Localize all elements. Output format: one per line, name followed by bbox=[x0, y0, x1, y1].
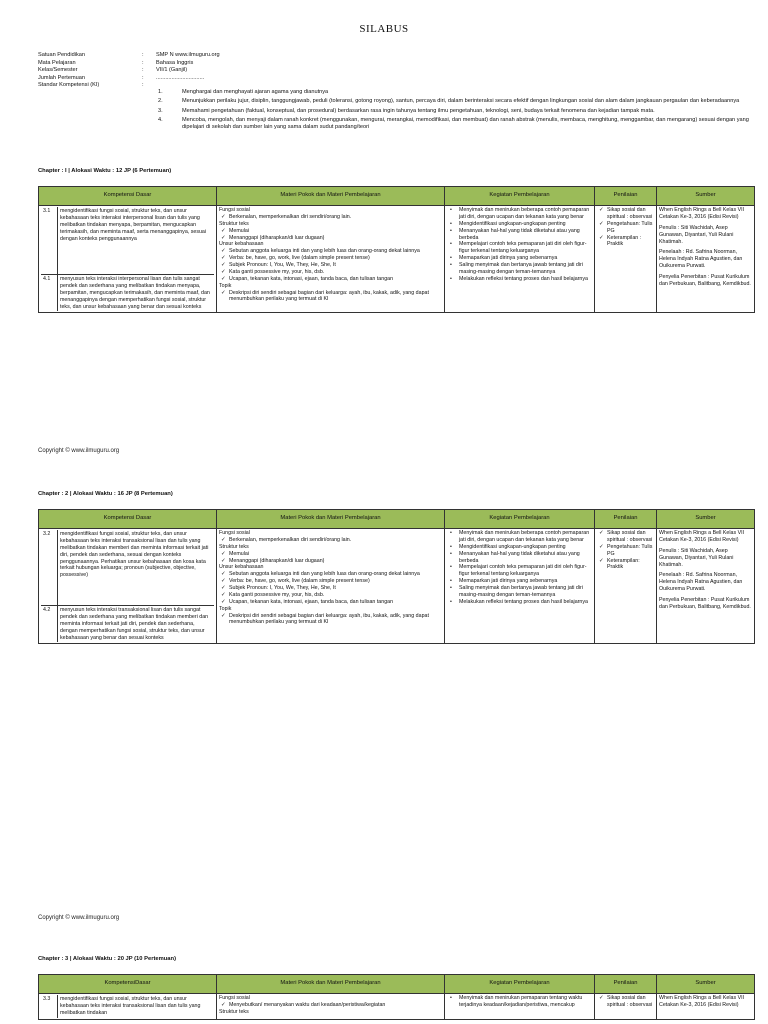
kd-item: 3.3 mengidentifikasi fungsi sosial, struktur teks, dan unsur kebahasaan teks interaksi transaksional lisan dan tulis yang melibatkan tindakan bbox=[43, 996, 201, 1016]
header-materi: Materi Pokok dan Materi Pembelajaran bbox=[217, 975, 445, 994]
header-kd: Kompetensi Dasar bbox=[39, 510, 217, 529]
header-sumber: Sumber bbox=[657, 510, 755, 529]
sumber-cell: When English Rings a Bell Kelas VII Cetakan Ke-3, 2016 (Edisi Revisi) Penulis : Siti Wachidah, Asep Gunawan, Diyantari, Yuli Rulani Khatimah. Penelaah : Rd. Safrina Noorman, Helena Indyah Ratna Agustien, dan Ouikurema Purwati. Penyelia Penerbitan : Pusat Kurikulum dan Perbukuan, Balitbang, Kemdikbud. bbox=[657, 529, 755, 644]
header-materi: Materi Pokok dan Materi Pembelajaran bbox=[217, 187, 445, 206]
header-kegiatan: Kegiatan Pembelajaran bbox=[445, 510, 595, 529]
identity-row: Satuan Pendidikan : SMP N www.ilmuguru.org bbox=[38, 52, 738, 60]
identity-key: Kelas/Semester bbox=[38, 67, 78, 74]
identity-value: VII/1 (Ganjil) bbox=[156, 67, 188, 74]
kegiatan-cell: • Menyimak dan menirukan beberapa contoh pemaparan jati diri, dengan ucapan dan tekanan kata yang benar • Mengidentifikasi ungkapan-ungkapan penting • Menanyakan hal-hal yang tidak diketahui atau yang berbeda • Mempelajari contoh teks pemaparan jati diri oleh figur-figur terkenal tentang keluarganya • Memaparkan jati dirinya yang sebenarnya • Saling menyimak dan bertanya jawab tentang jati diri masing-masing dengan teman-temannya • Melakukan refleksi tentang proses dan hasil belajarnya bbox=[445, 206, 595, 313]
identity-value: ............................... bbox=[156, 74, 205, 81]
header-penilaian: Penilaian bbox=[595, 975, 657, 994]
identity-value: SMP N www.ilmuguru.org bbox=[156, 52, 220, 58]
identity-row: Kelas/Semester : VII/1 (Ganjil) bbox=[38, 67, 738, 75]
penilaian-cell: ✓ Sikap sosial dan spiritual : observasi ✓ Pengetahuan: Tulis PG ✓ Keterampilan: Praktik bbox=[595, 529, 657, 644]
kegiatan-cell: • Menyimak dan menirukan pemaparan tentang waktu terjadinya keadaan/kejadian/peristiwa, mencakup bbox=[445, 994, 595, 1020]
penilaian-cell: ✓ Sikap sosial dan spiritual : observasi ✓ Pengetahuan: Tulis PG ✓ Keterampilan : Praktik bbox=[595, 206, 657, 313]
identity-row: Jumlah Pertemuan : ............................... bbox=[38, 75, 738, 83]
identity-row: Standar Kompetensi (KI) : bbox=[38, 82, 738, 90]
identity-key: Standar Kompetensi (KI) bbox=[38, 82, 100, 89]
table-header-row bbox=[39, 975, 755, 994]
header-sumber: Sumber bbox=[657, 975, 755, 994]
identity-block bbox=[38, 52, 738, 90]
header-kd: Kompetensi Dasar bbox=[39, 187, 217, 206]
table-row bbox=[39, 529, 755, 644]
syllabus-table bbox=[38, 974, 755, 1020]
core-competency-item: 3. Memahami pengetahuan (faktual, konseptual, dan prosedural) berdasarkan rasa ingin tahunya tentang ilmu pengetahuan, teknologi, seni, budaya terkait fenomena dan kejadian tampak mata. bbox=[158, 107, 655, 114]
chapter-heading: Chapter : I | Alokasi Waktu : 12 JP (6 Pertemuan) bbox=[38, 168, 172, 174]
header-sumber: Sumber bbox=[657, 187, 755, 206]
materi-cell: Fungsi sosial ✓ Berkenalan, memperkenalkan diri sendiri/orang lain. Struktur teks ✓ Memulai ✓ Menanggapi (diharapkan/di luar dugaan) Unsur kebahasaan ✓ Sebutan anggota keluarga inti dan yang lebih luas dan orang-orang dekat lainnya ✓ Verba: be, have, go, work, live (dalam simple present tense) ✓ Subjek Pronoun: I, You, We, They, He, She, It ✓ Kata ganti possessive my, your, his, dsb. ✓ Ucapan, tekanan kata, intonasi, ejaan, tanda baca, dan tulisan tangan Topik ✓ Deskripsi diri sendiri sebagai bagian dari keluarga: ayah, ibu, kakak, adik, yang dapat menumbuhkan perilaku yang termuat di KI bbox=[217, 206, 445, 313]
kegiatan-cell: • Menyimak dan menirukan beberapa contoh pemaparan jati diri, dengan ucapan dan tekanan kata yang benar • Mengidentifikasi ungkapan-ungkapan penting • Menanyakan hal-hal yang tidak diketahui atau yang berbeda • Mempelajari contoh teks pemaparan jati diri oleh figur-figur terkenal tentang keluarganya • Memaparkan jati dirinya yang sebenarnya • Saling menyimak dan bertanya jawab tentang jati diri masing-masing dengan teman-temannya • Melakukan refleksi tentang proses dan hasil belajarnya bbox=[445, 529, 595, 644]
header-kd: KompetensiDasar bbox=[39, 975, 217, 994]
identity-key: Jumlah Pertemuan bbox=[38, 74, 85, 81]
sumber-cell: When English Rings a Bell Kelas VII Cetakan Ke-3, 2016 (Edisi Revisi) bbox=[657, 994, 755, 1020]
identity-key: Satuan Pendidikan bbox=[38, 52, 85, 58]
copyright-text: Copyright © www.ilmuguru.org bbox=[38, 915, 120, 921]
kd-item: 4.1 menyusun teks interaksi interpersonal lisan dan tulis sangat pendek dan sederhana yang melibatkan tindakan menyapa, berpamitan, mengucapkan terimakasih, dan meminta maaf, dan menanggapinya dengan memperhatikan fungsi sosial, struktur teks, dan unsur kebahasaan yang benar dan sesuai konteks bbox=[43, 276, 210, 310]
header-penilaian: Penilaian bbox=[595, 187, 657, 206]
chapter-heading: Chapter : 3 | Alokasi Waktu : 20 JP (10 Pertemuan) bbox=[38, 956, 176, 962]
kd-item: 3.2 mengidentifikasi fungsi sosial, struktur teks, dan unsur kebahasaan teks interaksi transaksional lisan dan tulis yang melibatkan tindakan memberi dan meminta informasi terkait jati diri, pendek dan sederhana, sesuai dengan konteks penggunaannya. Perhatikan unsur kebahasaan dan kosa kata terkait hubungan keluarga; pronoun (subjective, objective, possessive) bbox=[41, 530, 214, 606]
syllabus-table bbox=[38, 186, 755, 313]
core-competency-item: 4. Mencoba, mengolah, dan menyaji dalam ranah konkret (menggunakan, mengurai, merangkai, memodifikasi, dan membuat) dan ranah abstrak (menulis, membaca, menghitung, menggambar, dan mengarang) sesuai dengan yang dipelajari di sekolah dan sumber lain yang sama dalam sudut pandang/teori bbox=[158, 116, 749, 131]
kd-cell bbox=[39, 994, 217, 1020]
kd-cell bbox=[39, 529, 217, 644]
core-competency-item: 2. Menunjukkan perilaku jujur, disiplin, tanggungjawab, peduli (toleransi, gotong royong), santun, percaya diri, dalam berinteraksi secara efektif dengan lingkungan sosial dan alam dalam jangkauan pergaulan dan keberadaannya bbox=[158, 98, 740, 105]
materi-cell: Fungsi sosial ✓ Berkenalan, memperkenalkan diri sendiri/orang lain. Struktur teks ✓ Memulai ✓ Menanggapi (diharapkan/di luar dugaan) Unsur kebahasaan ✓ Sebutan anggota keluarga inti dan yang lebih luas dan orang-orang dekat lainnya ✓ Verba: be, have, go, work, live (dalam simple present tense) ✓ Subjek Pronoun: I, You, We, They, He, She, It ✓ Kata ganti possessive my, your, his, dsb. ✓ Ucapan, tekanan kata, intonasi, ejaan, tanda baca, dan tulisan tangan Topik ✓ Deskripsi diri sendiri sebagai bagian dari keluarga: ayah, ibu, kakak, adik, yang dapat menumbuhkan perilaku yang termuat di KI bbox=[217, 529, 445, 644]
chapter-heading: Chapter : 2 | Alokasi Waktu : 16 JP (8 Pertemuan) bbox=[38, 491, 173, 497]
syllabus-table bbox=[38, 509, 755, 644]
identity-key: Mata Pelajaran bbox=[38, 59, 76, 66]
header-penilaian: Penilaian bbox=[595, 510, 657, 529]
table-header-row bbox=[39, 510, 755, 529]
identity-value: Bahasa Inggris bbox=[156, 59, 194, 66]
table-row bbox=[39, 206, 755, 313]
sumber-cell: When English Rings a Bell Kelas VII Cetakan Ke-3, 2016 (Edisi Revisi) Penulis : Siti Wachidah, Asep Gunawan, Diyantari, Yuli Rulani Khatimah. Penelaah : Rd. Safrina Noorman, Helena Indyah Ratna Agustien, dan Ouikurema Purwati. Penyelia Penerbitan : Pusat Kurikulum dan Perbukuan, Balitbang, Kemdikbud. bbox=[657, 206, 755, 313]
identity-row: Mata Pelajaran : Bahasa Inggris bbox=[38, 60, 738, 68]
header-kegiatan: Kegiatan Pembelajaran bbox=[445, 187, 595, 206]
table-header-row bbox=[39, 187, 755, 206]
copyright-text: Copyright © www.ilmuguru.org bbox=[38, 448, 120, 454]
table-row bbox=[39, 994, 755, 1020]
header-materi: Materi Pokok dan Materi Pembelajaran bbox=[217, 510, 445, 529]
kd-item: 3.1 mengidentifikasi fungsi sosial, struktur teks, dan unsur kebahasaan teks interaksi interpersonal lisan dan tulis yang melibatkan tindakan menyapa, berpamitan, mengucapkan terimakasih, dan meminta maaf, serta menanggapinya, sesuai dengan konteks penggunaannya bbox=[41, 207, 214, 275]
kd-item: 4.2 menyusun teks interaksi transaksional lisan dan tulis sangat pendek dan sederhana yang melibatkan tindakan memberi dan meminta informasi terkait jati diri, pendek dan sederhana, dengan memperhatikan fungsi sosial, struktur teks, dan unsur kebahasaan yang benar dan sesuai konteks bbox=[43, 607, 209, 641]
core-competency-item: 1. Menghargai dan menghayati ajaran agama yang dianutnya bbox=[158, 89, 329, 95]
penilaian-cell: ✓ Sikap sosial dan spiritual : observasi bbox=[595, 994, 657, 1020]
page-title: SILABUS bbox=[359, 23, 409, 35]
materi-cell: Fungsi sosial ✓ Menyebutkan/ menanyakan waktu dari keadaan/peristiwa/kegiatan Struktur teks bbox=[217, 994, 445, 1020]
kd-cell bbox=[39, 206, 217, 313]
core-competency-list bbox=[156, 89, 766, 133]
header-kegiatan: Kegiatan Pembelajaran bbox=[445, 975, 595, 994]
